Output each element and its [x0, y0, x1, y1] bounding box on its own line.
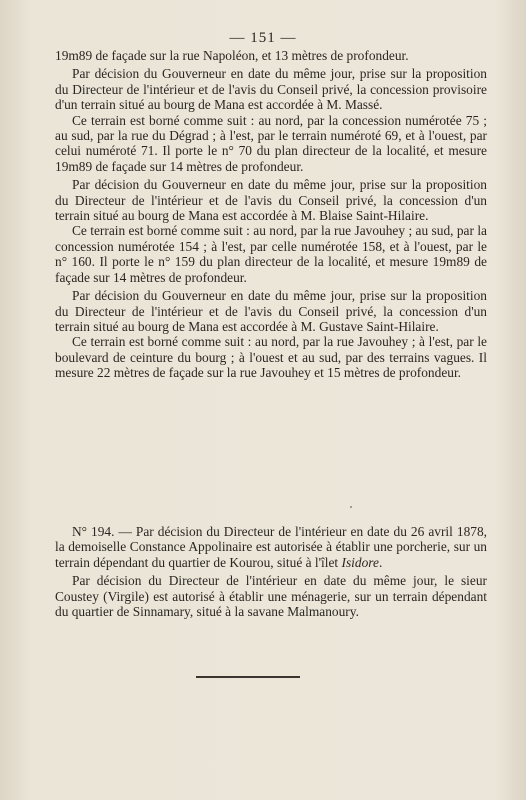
- paragraph-194-text: N° 194. — Par décision du Directeur de l'intérieur en date du 26 avril 1878, la demoiselle Constance Appolinaire est autorisée à établir une porcherie, sur un terrain dépendant du quartier de Kourou, situé à l'îlet: [55, 524, 487, 570]
- page-number: — 151 —: [229, 30, 297, 46]
- paragraph-terrain-masse: Ce terrain est borné comme suit : au nord, par la concession numérotée 75 ; au sud, par la rue du Dégrad ; à l'est, par le terrain numéroté 69, et à l'ouest, par celui numéroté 71. Il porte le n° 70 du plan directeur de la localité, et mesure 19m89 de façade sur 14 mètres de profondeur.: [55, 112, 487, 174]
- paragraph-decision-gustave: Par décision du Gouverneur en date du même jour, prise sur la proposition du Directeur de l'intérieur et de l'avis du Conseil privé, la concession d'un terrain situé au bourg de Mana est accordée à M. Gustave Saint-Hilaire.: [55, 288, 487, 334]
- separator-dot: [350, 506, 352, 508]
- paragraph-194-porcherie: [55, 524, 487, 570]
- closing-rule: [196, 676, 300, 678]
- paragraph-terrain-gustave: Ce terrain est borné comme suit : au nord, par la rue Javouhey ; à l'est, par le boulevard de ceinture du bourg ; à l'ouest et au sud, par des terrains vagues. Il mesure 22 mètres de façade sur la rue Javouhey et 15 mètres de profondeur.: [55, 334, 487, 381]
- section-194: [55, 524, 487, 619]
- main-text-block: [55, 48, 487, 381]
- paragraph-194-end: .: [378, 554, 383, 570]
- paragraph-menagerie: Par décision du Directeur de l'intérieur en date du même jour, le sieur Coustey (Virgile) est autorisé à établir une ménagerie, sur un terrain dépendant du quartier de Sinnamary, situé à la savane Malmanoury.: [55, 573, 487, 620]
- place-name-isidore: Isidore: [341, 554, 379, 570]
- paragraph-decision-blaise: Par décision du Gouverneur en date du même jour, prise sur la proposition du Directeur de l'intérieur et de l'avis du Conseil privé, la concession d'un terrain situé au bourg de Mana est accordée à M. Blaise Saint-Hilaire.: [55, 177, 487, 224]
- paragraph-terrain-blaise: Ce terrain est borné comme suit : au nord, par la rue Javouhey ; au sud, par la concession numérotée 154 ; à l'est, par celle numérotée 158, et à l'ouest, par le n° 160. Il porte le n° 159 du plan directeur de la localité, et mesure 19m89 de façade sur 14 mètres de profondeur.: [55, 223, 487, 285]
- paragraph-continuation: 19m89 de façade sur la rue Napoléon, et 13 mètres de profondeur.: [55, 48, 409, 63]
- paragraph-decision-masse: Par décision du Gouverneur en date du même jour, prise sur la proposition du Directeur de l'intérieur et de l'avis du Conseil privé, la concession provisoire d'un terrain situé au bourg de Mana est accordée à M. Massé.: [55, 66, 487, 113]
